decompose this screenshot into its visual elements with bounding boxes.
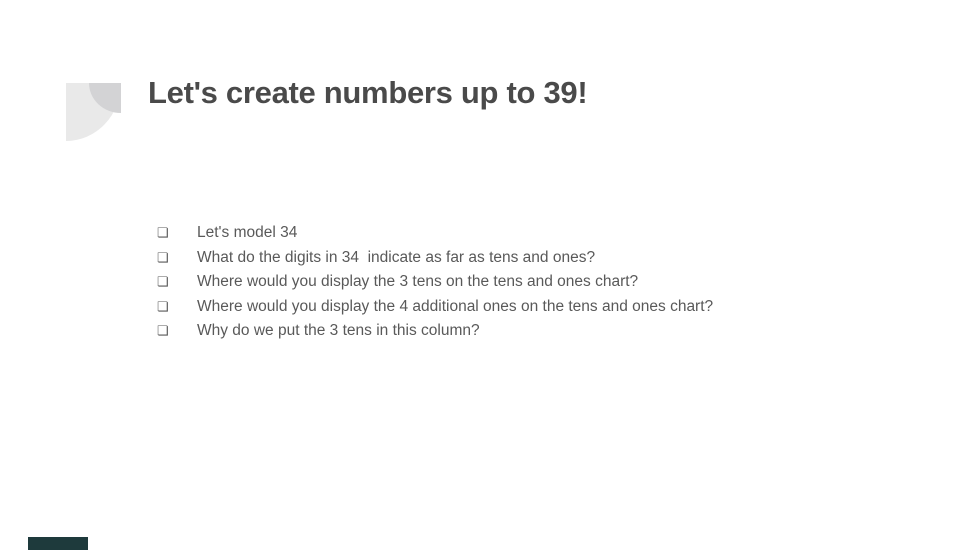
checkbox-bullet-icon: ❏ xyxy=(157,274,169,289)
corner-decoration xyxy=(66,83,121,141)
footer-accent-bar xyxy=(28,537,88,550)
list-item xyxy=(157,319,713,344)
list-item xyxy=(157,270,713,295)
list-item xyxy=(157,295,713,320)
bullet-text: Let's model 34 xyxy=(197,224,298,241)
list-item xyxy=(157,246,713,271)
checkbox-bullet-icon: ❏ xyxy=(157,249,169,265)
checkbox-bullet-icon: ❏ xyxy=(157,323,169,338)
bullet-text: Where would you display the 3 tens on the tens and ones chart? xyxy=(197,273,639,290)
checkbox-bullet-icon: ❏ xyxy=(157,298,169,314)
page-title: Let's create numbers up to 39! xyxy=(148,75,588,110)
bullet-text: What do the digits in 34 indicate as far as tens and ones? xyxy=(197,248,596,266)
bullet-list xyxy=(157,221,713,344)
bullet-text: Why do we put the 3 tens in this column? xyxy=(197,322,480,339)
bullet-text: Where would you display the 4 additional ones on the tens and ones chart? xyxy=(197,297,714,315)
list-item xyxy=(157,221,713,246)
checkbox-bullet-icon: ❏ xyxy=(157,225,169,240)
